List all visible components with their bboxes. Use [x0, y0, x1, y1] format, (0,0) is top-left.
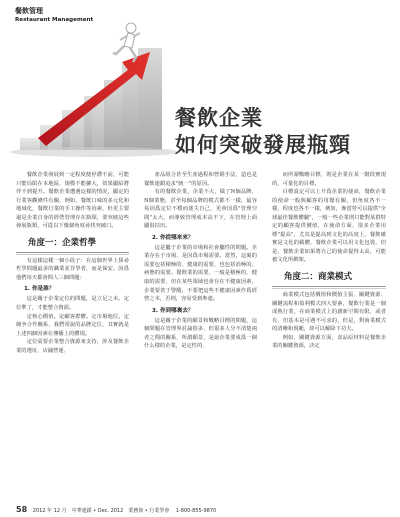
paragraph: 例如，關鍵資源方面，食品原材料是餐飲企業的關鍵資源，決定 — [272, 334, 386, 350]
section-title-en: Restaurant Management — [15, 17, 94, 23]
paragraph: 定位需要企業整合資源來支持，涉及餐飲企業的選址、店鋪營運、 — [16, 339, 129, 354]
paragraph: 這是屬于企業的市場和社會屬性的問題。企業存在于市場，是因爲市場需要。當然，這裏的需要包括積極的、健康的需要，也包括消極的、病態的需要。餐飲業的需要，一般是積極的、健康的需要，但在某些領域也會存在不健康因素，企業要善于警醒，不要把這些不健康因素作爲經營之本，否則，容易受到牽連。 — [144, 244, 257, 303]
issue-info: 2012 年 12 月 中華連鎖 • Dec. 2012 業務與 • 行業學會 — [32, 508, 170, 514]
paragraph: 餐飲企業發展到一定程度便停滯不前，可能只能局限在本地區，規模不能擴大，效果顯給將伴不到提升。餐飲企業遭遇這樣的情況，顯定的行業客觀條件有關，例如，餐飲口味的多元化和地域化，餐飲行業的手工操作等因素，但更主要還是企業自身的經營管理存在瓶頸，要突破這些發展瓶頸，可從以下幾個角度尋找突破口。 — [16, 172, 129, 230]
article-column-3 — [272, 171, 386, 351]
article-column-1 — [16, 171, 129, 355]
running-figure-icon — [113, 23, 140, 62]
question-heading: 2. 你從哪來來？ — [152, 234, 194, 241]
subhead-angle-one: 角度一：企業哲學 — [16, 234, 129, 253]
page-number: 58 — [16, 505, 28, 514]
article-title-line1: 餐飲企業 — [175, 105, 263, 130]
article-column-2 — [144, 171, 257, 351]
question-heading: 3. 你到哪裏去？ — [152, 307, 194, 314]
paragraph: 這是關于企業的願景和戰略目標的問題，這個問題在管理界討論很多，但很多人分不清楚兩者之間的關系，所謂願景，是說企業要成爲一個什么樣的企業，是定性的， — [144, 317, 257, 350]
paragraph: 而所謂戰略目標，則是企業在某一階段實現的，可量化的目標。 — [272, 172, 386, 187]
subhead-angle-two: 角度二：商業模式 — [272, 268, 386, 287]
paragraph: 有這樣這樣一個小段子：在這個世界上探尋哲學問題最多的職業並非學者，而是保安。因爲他們每天都會問人三個問題： — [16, 257, 129, 281]
page-footer — [16, 505, 216, 514]
phone-number: 1-800-855-9870 — [175, 508, 217, 514]
paragraph: 商業模式包括價值和價值主張、關鍵資源、關鍵流程和盈利模式四大要素，餐飲行業是一個成熟行業，在商業模式上的創新空間有限，或者有，但基本是可遇不可求的，但是，對商業模式的清晰和規範，却可以解除下功夫。 — [272, 292, 386, 333]
paragraph: 定核心價值。定顧客群體。定市場地位。定競争合作關系，我們常說的品牌定位，其實就是上述四個因素在傳播上的體現。 — [16, 313, 129, 337]
article-title-line2: 如何突破發展瓶頸 — [175, 132, 351, 157]
paragraph: 產品組合甚至生產過程和營銷手法，造也是餐飲連鎖追求"統一"的原因。 — [144, 172, 257, 187]
paragraph: 目標設定可以上升爲企業的使命，餐飲企業的使命一般與顧客的用餐有關，但角度各不一樣，程度也各不一樣，例如，麥當勞可以提供"全球最佳餐飲體驗"，一般一些企業則只能對某群特定的顧客提供價值，在使命方面，很多企業用標"提高"，尤其是提高到文化的高度上，餐飲確實是文化的載體，餐飲企業可以用文化包裝，但是，餐飲企業如果將自己的使命提得太高，可能被文化所綁架。 — [272, 189, 386, 264]
article-title — [175, 104, 351, 158]
section-title-zh: 餐飲管理 — [15, 7, 43, 15]
paragraph: 這是關于企業定位的問題，是立足之本。定位準了，才能整合資源。 — [16, 296, 129, 312]
question-heading: 1. 你是誰？ — [24, 286, 55, 293]
paragraph: 有的餐飲企業，企業不大，做了N個品牌，N個業態，甚至每個品牌的模式都不一樣，最容易因爲定位不穩而迷失自己，更會因爲"管理空間"太大，而導致管理成本高不下，在管理上面顯很拮出。 — [144, 189, 257, 230]
